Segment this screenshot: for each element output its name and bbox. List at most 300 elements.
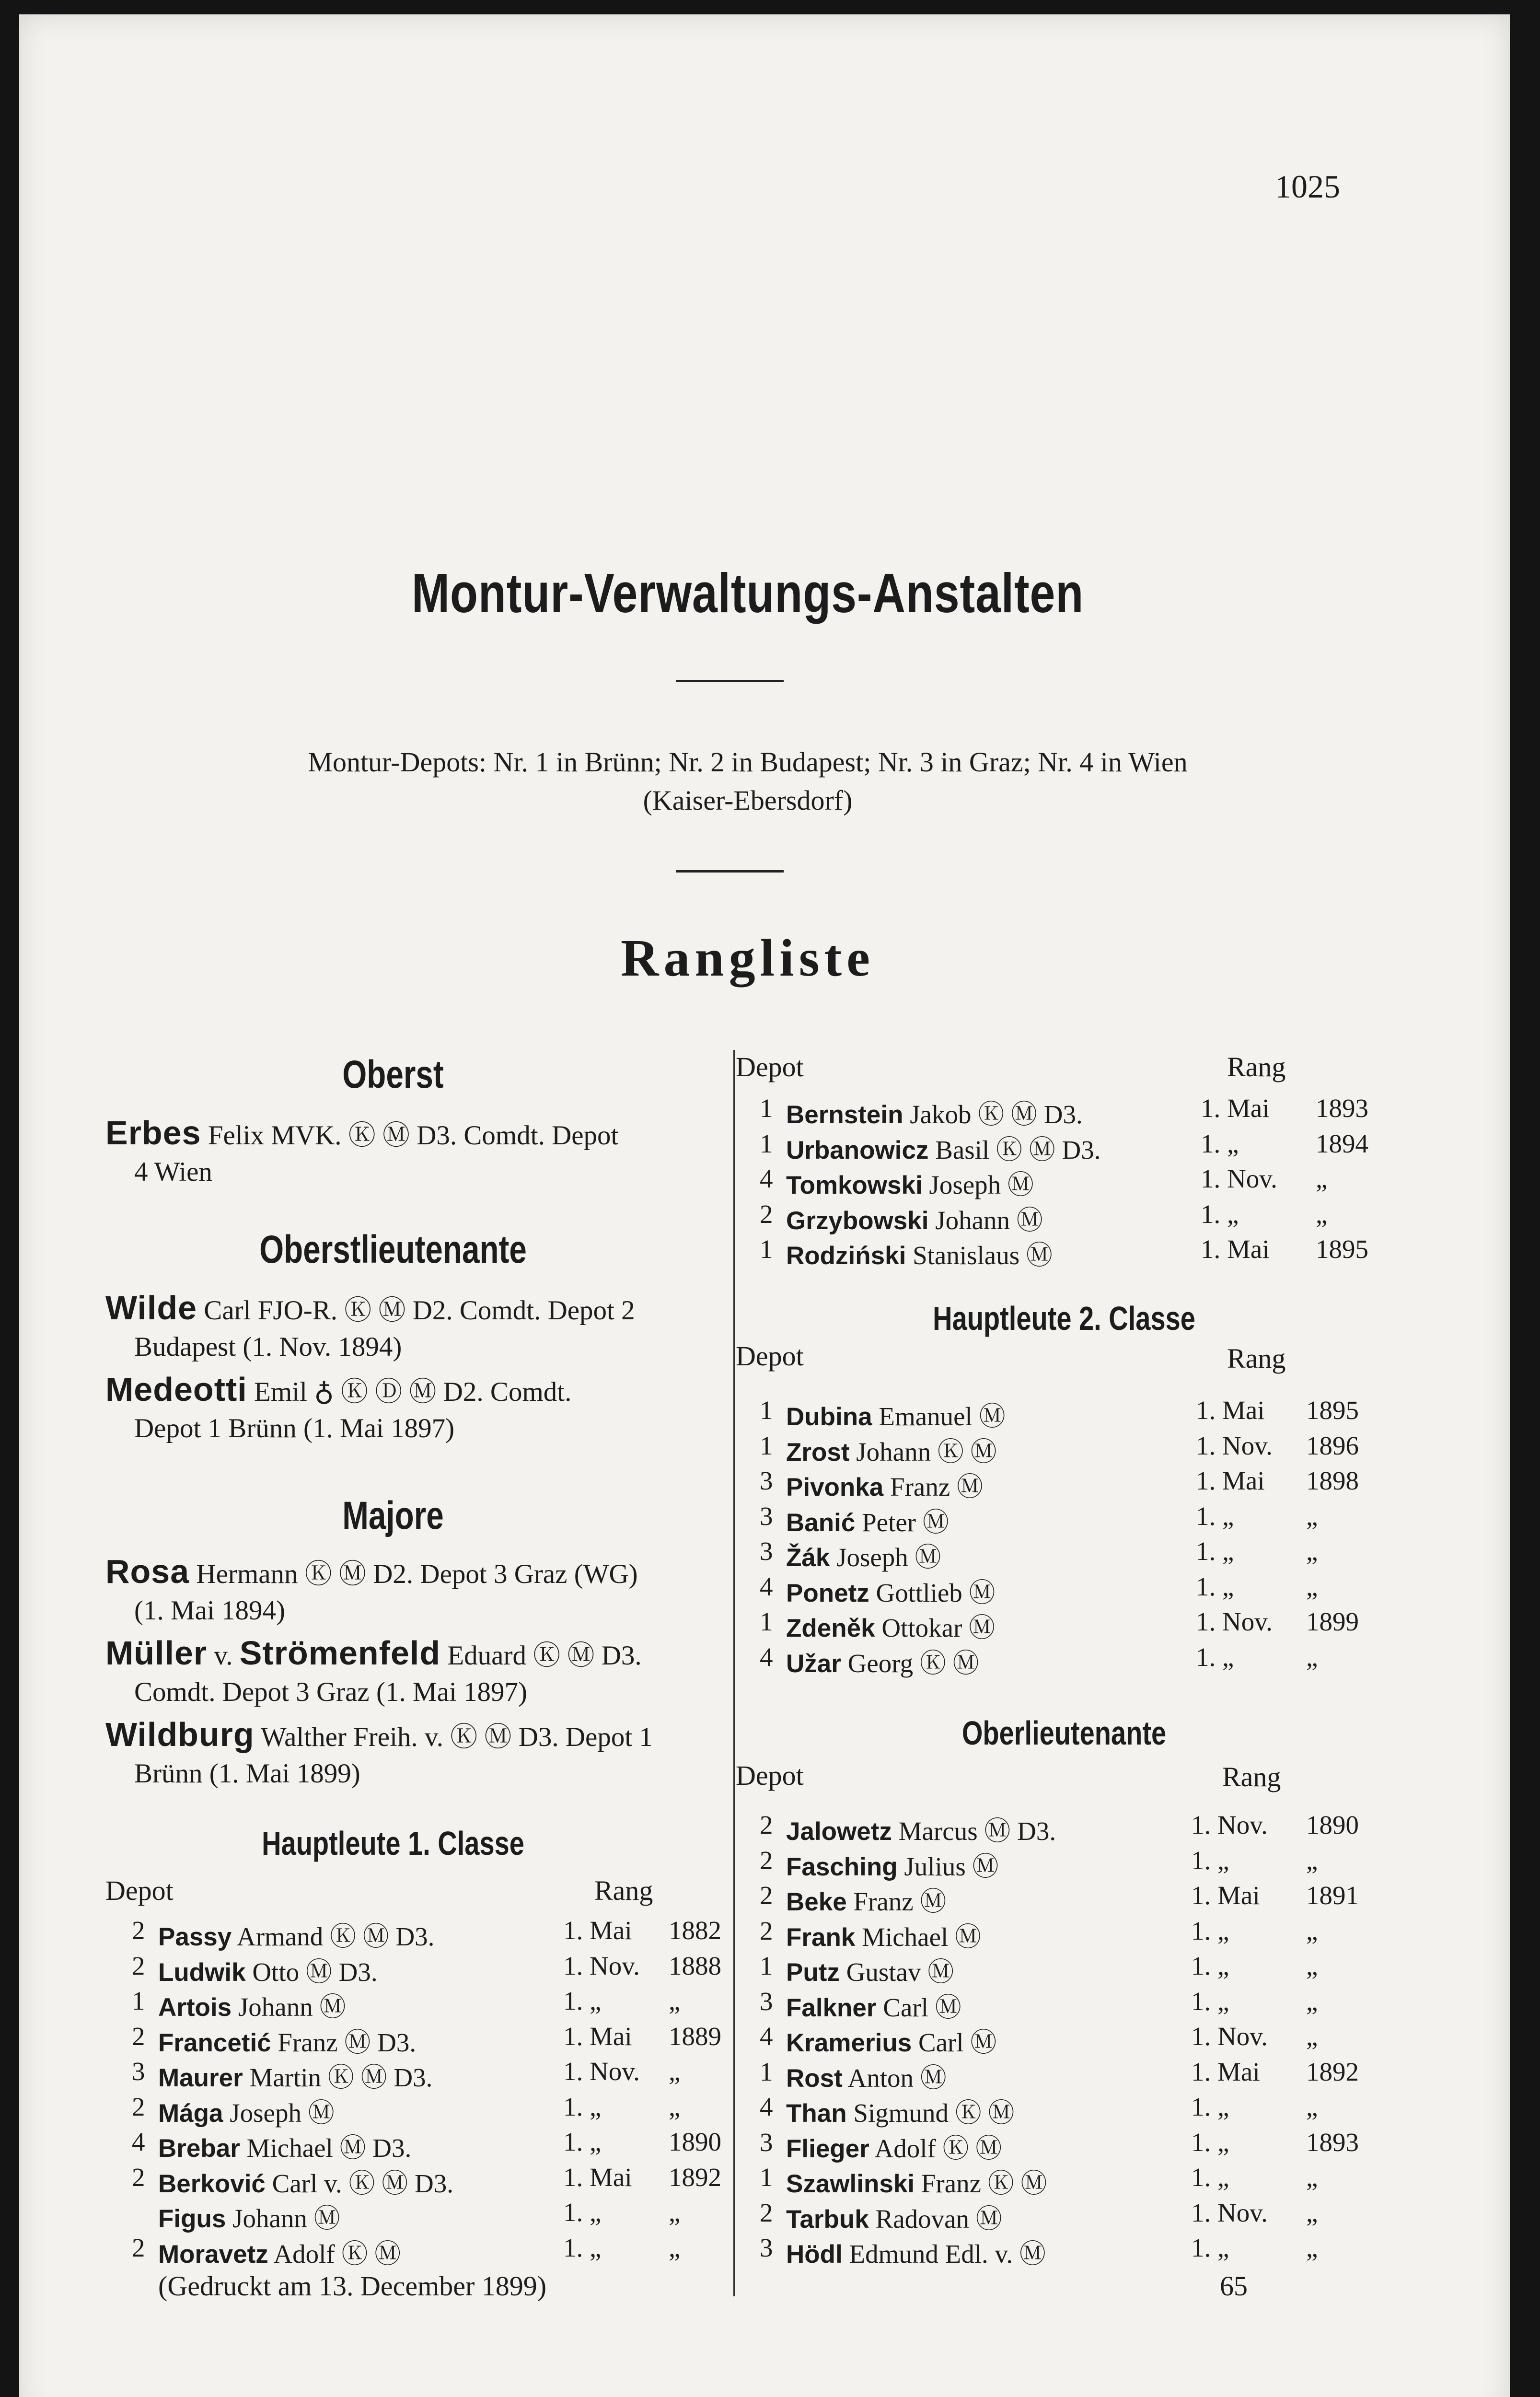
person-name: Tarbuk [786, 2205, 869, 2234]
entry-wildburg [105, 1716, 729, 1792]
list-item [760, 2162, 1373, 2198]
rank-date: 1. „ [1196, 1501, 1234, 1531]
list-item [760, 1880, 1373, 1916]
rank-year: „ [1306, 1951, 1318, 1980]
entry-details: Eduard Ⓚ Ⓜ D3. [440, 1641, 642, 1671]
entry-details: Hermann Ⓚ Ⓜ D2. Depot 3 Graz (WG) [189, 1559, 638, 1589]
depot-number: 3 [760, 1986, 773, 2016]
rangliste-heading: Rangliste [621, 929, 875, 987]
entry-name: Medeotti [105, 1371, 247, 1408]
depot-number: 3 [760, 2127, 773, 2157]
person-entry [786, 1845, 999, 1883]
list-item [132, 2233, 736, 2268]
list-item [760, 1845, 1373, 1881]
person-details: Jakob Ⓚ Ⓜ D3. [903, 1100, 1083, 1129]
entry-details: Carl FJO-R. Ⓚ Ⓜ D2. Comdt. Depot 2 [197, 1295, 635, 1326]
entry-name: Wilde [105, 1289, 197, 1326]
rank-year: „ [1306, 1536, 1318, 1566]
rank-date: 1. „ [1191, 1845, 1229, 1875]
entry-details: Walther Freih. v. Ⓚ Ⓜ D3. Depot 1 [254, 1722, 653, 1752]
rank-year: 1888 [669, 1951, 721, 1980]
person-entry [786, 2198, 1002, 2235]
person-details: Adolf Ⓚ Ⓜ [268, 2239, 401, 2269]
depot-number: 1 [760, 1396, 773, 1425]
person-name: Rodziński [786, 1242, 906, 1270]
depot-number: 3 [760, 1466, 773, 1495]
rank-date: 1. Mai [563, 1916, 632, 1945]
depots-line-2: (Kaiser-Ebersdorf) [643, 785, 853, 816]
person-name: Fasching [786, 1852, 898, 1881]
person-name: Rost [786, 2064, 843, 2093]
rank-date: 1. „ [563, 2127, 602, 2156]
rank-date: 1. „ [563, 2198, 602, 2227]
list-item [760, 1129, 1383, 1164]
person-entry [158, 2092, 335, 2129]
person-entry [786, 1916, 981, 1954]
depot-number: 1 [760, 1129, 773, 1158]
person-name: Falkner [786, 1993, 877, 2022]
rank-date: 1. „ [1191, 1916, 1229, 1945]
person-entry [158, 2021, 416, 2059]
person-name: Mága [158, 2099, 223, 2128]
depot-number: 2 [132, 2021, 145, 2051]
list-item [132, 1951, 736, 1986]
list-item [760, 2092, 1373, 2127]
depot-number: 3 [760, 1536, 773, 1566]
person-details: Johann Ⓜ [226, 2204, 340, 2233]
list-item [760, 1431, 1373, 1466]
column-header-depot: Depot [736, 1051, 804, 1082]
rank-date: 1. „ [1196, 1571, 1234, 1601]
depot-number: 1 [760, 1234, 773, 1264]
rank-date: 1. Mai [1191, 2057, 1260, 2086]
list-item [132, 2021, 736, 2057]
rank-date: 1. Nov. [1201, 1164, 1277, 1193]
person-details: Carl Ⓜ [912, 2028, 997, 2057]
rank-year: „ [1306, 1501, 1318, 1531]
person-name: Francetić [158, 2028, 271, 2057]
depot-number: 1 [760, 2163, 773, 2192]
depot-number: 3 [760, 2233, 773, 2262]
person-name: Dubina [786, 1403, 872, 1431]
person-entry [158, 2162, 453, 2200]
person-entry [786, 2162, 1047, 2200]
rank-year: 1890 [669, 2127, 721, 2156]
rank-year: 1896 [1306, 1431, 1359, 1460]
person-details: Carl v. Ⓚ Ⓜ D3. [265, 2168, 453, 2198]
rank-year: 1890 [1306, 1810, 1359, 1839]
rank-date: 1. „ [1196, 1642, 1234, 1672]
person-entry [786, 1501, 949, 1539]
entry-details: v. [207, 1641, 240, 1671]
depot-number: 1 [760, 1607, 773, 1636]
person-name: Berković [158, 2169, 266, 2198]
person-details: Johann Ⓜ [232, 1992, 346, 2022]
person-name: Žák [786, 1544, 830, 1572]
entry-rosa [105, 1553, 729, 1629]
list-item [760, 2021, 1373, 2057]
entry-name: Wildburg [105, 1716, 255, 1753]
person-details: Gustav Ⓜ [839, 1957, 954, 1987]
list-item [132, 2056, 736, 2092]
rank-date: 1. Nov. [1191, 1810, 1268, 1839]
entry-mueller [105, 1635, 729, 1710]
rank-year: „ [1306, 1916, 1318, 1945]
person-details: Franz Ⓜ [846, 1887, 947, 1916]
person-name: Zrost [786, 1438, 850, 1466]
list-item [760, 1951, 1373, 1986]
person-details: Martin Ⓚ Ⓜ D3. [243, 2063, 433, 2092]
rank-year: 1895 [1316, 1234, 1368, 1264]
depot-number: 4 [760, 2092, 773, 2121]
depot-number: 1 [760, 1951, 773, 1980]
rank-year: 1898 [1306, 1466, 1359, 1495]
person-details: Johann Ⓜ [928, 1205, 1043, 1235]
column-header-rang: Rang [594, 1875, 653, 1906]
list-item [760, 1810, 1373, 1845]
person-details: Franz Ⓚ Ⓜ [915, 2169, 1047, 2198]
rank-date: 1. Mai [1201, 1094, 1270, 1123]
person-details: Emanuel Ⓜ [872, 1402, 1006, 1431]
rank-year: „ [1306, 1845, 1318, 1875]
person-details: Peter Ⓜ [855, 1507, 949, 1537]
depot-number: 4 [132, 2127, 145, 2156]
entry-wilde [105, 1290, 729, 1365]
person-name: Maurer [158, 2064, 243, 2092]
divider [676, 870, 784, 873]
column-header-rang: Rang [1227, 1051, 1286, 1082]
depot-number: 2 [132, 1951, 145, 1980]
list-item [760, 2198, 1373, 2233]
entry-details: Emil ♁ Ⓚ Ⓓ Ⓜ D2. Comdt. [247, 1377, 572, 1407]
rank-date: 1. „ [1201, 1199, 1239, 1229]
rank-year: 1893 [1306, 2127, 1359, 2157]
depot-number: 1 [760, 1431, 773, 1460]
page-title: Montur-Verwaltungs-Anstalten [411, 562, 1084, 624]
person-details: Franz Ⓜ [883, 1472, 983, 1501]
rank-date: 1. Mai [1196, 1466, 1265, 1495]
person-entry [786, 1466, 983, 1503]
list-item [760, 1606, 1373, 1642]
person-entry [786, 1810, 1056, 1848]
person-entry [786, 1395, 1006, 1433]
depot-number: 3 [760, 1501, 773, 1531]
list-item [132, 2092, 736, 2127]
person-details: Anton Ⓜ [842, 2063, 947, 2093]
person-name: Hödl [786, 2240, 843, 2269]
print-date: (Gedruckt am 13. December 1899) [158, 2270, 547, 2302]
person-details: Gottlieb Ⓜ [869, 1578, 996, 1607]
rank-year: „ [1316, 1199, 1328, 1229]
rank-year: 1892 [669, 2162, 721, 2192]
person-entry [786, 1536, 941, 1574]
list-item [760, 1916, 1373, 1951]
person-details: Stanislaus Ⓜ [906, 1241, 1053, 1270]
rank-date: 1. „ [563, 2233, 602, 2262]
rank-year: „ [1306, 2022, 1318, 2051]
person-entry [158, 2233, 401, 2270]
rank-date: 1. Mai [1201, 1234, 1270, 1264]
person-entry [158, 2056, 432, 2094]
person-entry [786, 1093, 1083, 1131]
depot-number: 2 [760, 1810, 773, 1839]
depot-number: 1 [760, 2057, 773, 2086]
rank-date: 1. Nov. [563, 2057, 640, 2086]
person-details: Carl Ⓜ [876, 1992, 961, 2022]
rank-year: „ [669, 1986, 681, 2015]
person-entry [786, 2057, 947, 2094]
person-name: Bernstein [786, 1101, 903, 1129]
person-entry [786, 2233, 1046, 2270]
column-header-rang: Rang [1222, 1761, 1281, 1792]
person-details: Johann Ⓚ Ⓜ [849, 1437, 997, 1466]
person-entry [786, 1986, 961, 2024]
rank-date: 1. Nov. [1191, 2198, 1268, 2227]
list-item [760, 1395, 1373, 1431]
person-details: Georg Ⓚ Ⓜ [841, 1648, 979, 1678]
oberstlieutenante-heading: Oberstlieutenante [259, 1228, 527, 1271]
person-entry [786, 2092, 1015, 2129]
list-item [132, 2162, 736, 2198]
rank-date: 1. Nov. [1191, 2022, 1268, 2051]
rank-date: 1. „ [1191, 2233, 1229, 2262]
person-entry [786, 1431, 997, 1468]
person-details: Ottokar Ⓜ [875, 1613, 996, 1642]
rank-year: 1882 [669, 1916, 721, 1945]
rank-year: 1895 [1306, 1396, 1359, 1425]
person-name: Flieger [786, 2134, 869, 2163]
depot-number: 4 [760, 1571, 773, 1601]
rank-date: 1. Mai [563, 2162, 632, 2192]
depot-number: 2 [132, 2092, 145, 2121]
person-entry [786, 1571, 996, 1609]
rank-year: „ [669, 2057, 681, 2086]
depot-number: 1 [132, 1986, 145, 2015]
entry-details: Depot 1 Brünn (1. Mai 1897) [134, 1413, 455, 1443]
rank-year: „ [1316, 1164, 1328, 1193]
rank-date: 1. Mai [563, 2021, 632, 2051]
rank-date: 1. „ [563, 1986, 602, 2015]
person-name: Užar [786, 1649, 841, 1678]
list-item [760, 1501, 1373, 1536]
person-entry [158, 2127, 411, 2164]
list-item [760, 1164, 1383, 1199]
list-item [132, 1915, 736, 1951]
person-entry [786, 1164, 1034, 1201]
list-item [760, 2127, 1373, 2163]
entry-details: Felix MVK. Ⓚ Ⓜ D3. Comdt. Depot [201, 1120, 619, 1151]
person-name: Kramerius [786, 2029, 912, 2057]
person-details: Adolf Ⓚ Ⓜ [869, 2133, 1002, 2163]
person-name: Moravetz [158, 2240, 268, 2269]
depot-number: 1 [760, 1094, 773, 1123]
rank-date: 1. „ [1191, 2127, 1229, 2157]
person-details: Michael Ⓜ D3. [240, 2133, 412, 2163]
person-name: Frank [786, 1923, 856, 1952]
page-number: 1025 [1275, 168, 1340, 205]
person-name: Urbanowicz [786, 1136, 929, 1164]
person-entry [158, 1951, 378, 1989]
rank-date: 1. Nov. [1196, 1431, 1273, 1460]
list-item [760, 1986, 1373, 2022]
entry-details: Brünn (1. Mai 1899) [134, 1758, 360, 1789]
rank-year: „ [1306, 2233, 1318, 2262]
person-details: Armand Ⓚ Ⓜ D3. [232, 1922, 435, 1951]
rank-date: 1. „ [1191, 1951, 1229, 1980]
oberst-heading: Oberst [342, 1053, 444, 1096]
entry-details: (1. Mai 1894) [134, 1595, 286, 1626]
person-name: Grzybowski [786, 1206, 929, 1235]
person-name: Ponetz [786, 1579, 869, 1607]
list-item [760, 2057, 1373, 2092]
list-item [760, 1234, 1383, 1269]
person-details: Radovan Ⓜ [868, 2204, 1002, 2234]
column-header-depot: Depot [736, 1340, 804, 1372]
rank-date: 1. „ [1201, 1129, 1239, 1158]
list-item [760, 1642, 1373, 1677]
person-name: Ludwik [158, 1958, 246, 1987]
rank-year: „ [1306, 1642, 1318, 1672]
depot-number: 4 [760, 2022, 773, 2051]
person-entry [786, 1951, 954, 1989]
list-item [760, 2233, 1373, 2268]
signature-mark: 65 [1220, 2270, 1248, 2302]
person-name: Putz [786, 1958, 840, 1987]
depots-line-1: Montur-Depots: Nr. 1 in Brünn; Nr. 2 in Budapest; Nr. 3 in Graz; Nr. 4 in Wien [308, 746, 1188, 778]
person-details: Franz Ⓜ D3. [271, 2027, 417, 2057]
rank-year: „ [1306, 2092, 1318, 2121]
list-item [760, 1466, 1373, 1501]
rank-year: 1894 [1316, 1129, 1368, 1158]
divider [676, 680, 784, 682]
rank-year: „ [669, 2092, 681, 2121]
entry-details: 4 Wien [134, 1157, 212, 1187]
person-details: Edmund Edl. v. Ⓜ [842, 2239, 1046, 2269]
list-item [132, 2127, 736, 2162]
rank-year: 1899 [1306, 1607, 1359, 1636]
rank-year: „ [669, 2233, 681, 2262]
hauptleute1-heading: Hauptleute 1. Classe [262, 1825, 524, 1862]
list-item [760, 1536, 1373, 1571]
entry-details: Budapest (1. Nov. 1894) [134, 1332, 402, 1362]
rank-date: 1. „ [563, 2092, 602, 2121]
majore-heading: Majore [342, 1494, 444, 1537]
person-details: Otto Ⓜ D3. [245, 1957, 378, 1987]
rank-date: 1. „ [1196, 1536, 1234, 1566]
hauptleute2-heading: Hauptleute 2. Classe [933, 1300, 1195, 1337]
depot-number: 2 [760, 2198, 773, 2227]
rank-year: „ [669, 2198, 681, 2227]
depot-number: 2 [760, 1916, 773, 1945]
person-entry [786, 2127, 1002, 2165]
rank-year: 1893 [1316, 1094, 1368, 1123]
person-entry [786, 1606, 995, 1644]
entry-name: Strömenfeld [239, 1634, 441, 1672]
entry-name: Müller [105, 1634, 208, 1672]
person-details: Basil Ⓚ Ⓜ D3. [928, 1135, 1101, 1164]
person-name: Banić [786, 1508, 856, 1537]
depot-number: 2 [132, 2233, 145, 2262]
entry-details: Comdt. Depot 3 Graz (1. Mai 1897) [134, 1677, 528, 1707]
rank-date: 1. „ [1191, 2163, 1229, 2192]
person-name: Brebar [158, 2134, 240, 2163]
page [19, 14, 1510, 2397]
person-entry [786, 1880, 946, 1918]
person-name: Szawlinski [786, 2170, 915, 2198]
depot-number: 2 [132, 1916, 145, 1945]
rank-year: „ [1306, 1571, 1318, 1601]
person-entry [158, 2197, 340, 2235]
rank-date: 1. „ [1191, 2092, 1229, 2121]
depot-number: 4 [760, 1164, 773, 1193]
oberlieutenante-heading: Oberlieutenante [961, 1714, 1167, 1752]
entry-erbes [105, 1115, 729, 1190]
list-item [132, 2197, 736, 2233]
column-header-depot: Depot [736, 1760, 804, 1791]
rank-year: „ [1306, 1986, 1318, 2016]
rank-year: 1892 [1306, 2057, 1359, 2086]
person-entry [786, 2021, 996, 2059]
rank-date: 1. Nov. [563, 1951, 640, 1980]
person-name: Figus [158, 2205, 226, 2233]
person-entry [786, 1199, 1043, 1237]
list-item [760, 1093, 1383, 1129]
depot-number: 2 [760, 1881, 773, 1910]
person-details: Michael Ⓜ [855, 1922, 982, 1952]
person-name: Artois [158, 1993, 232, 2022]
depot-number: 4 [760, 1642, 773, 1672]
depot-number: 2 [760, 1199, 773, 1229]
depot-number: 2 [132, 2162, 145, 2192]
person-name: Jalowetz [786, 1817, 892, 1846]
column-header-rang: Rang [1227, 1343, 1286, 1374]
person-name: Passy [158, 1923, 232, 1951]
depot-number: 3 [132, 2057, 145, 2086]
person-details: Joseph Ⓜ [922, 1170, 1034, 1199]
person-details: Joseph Ⓜ [830, 1543, 941, 1572]
rank-date: 1. Nov. [1196, 1607, 1273, 1636]
person-name: Than [786, 2099, 847, 2128]
rank-date: 1. Mai [1196, 1396, 1265, 1425]
person-details: Sigmund Ⓚ Ⓜ [846, 2098, 1015, 2128]
depot-number: 2 [760, 1845, 773, 1875]
list-item [760, 1199, 1383, 1234]
person-entry [786, 1129, 1100, 1166]
rank-year: „ [1306, 2163, 1318, 2192]
person-name: Tomkowski [786, 1171, 923, 1199]
person-name: Beke [786, 1888, 847, 1916]
person-name: Zdeněk [786, 1614, 875, 1642]
rank-year: „ [1306, 2198, 1318, 2227]
rank-date: 1. Mai [1191, 1881, 1260, 1910]
entry-name: Erbes [105, 1114, 201, 1152]
list-item [132, 1986, 736, 2021]
list-item [760, 1571, 1373, 1607]
rank-date: 1. „ [1191, 1986, 1229, 2016]
person-entry [786, 1234, 1053, 1272]
person-details: Marcus Ⓜ D3. [892, 1816, 1056, 1846]
person-details: Julius Ⓜ [897, 1851, 999, 1881]
person-details: Joseph Ⓜ [223, 2098, 335, 2128]
person-entry [786, 1642, 979, 1680]
person-entry [158, 1986, 346, 2024]
entry-medeotti [105, 1371, 729, 1447]
person-entry [158, 1915, 434, 1953]
rank-year: 1889 [669, 2021, 721, 2051]
rank-year: 1891 [1306, 1881, 1359, 1910]
column-header-depot: Depot [105, 1875, 174, 1906]
person-name: Pivonka [786, 1473, 884, 1501]
